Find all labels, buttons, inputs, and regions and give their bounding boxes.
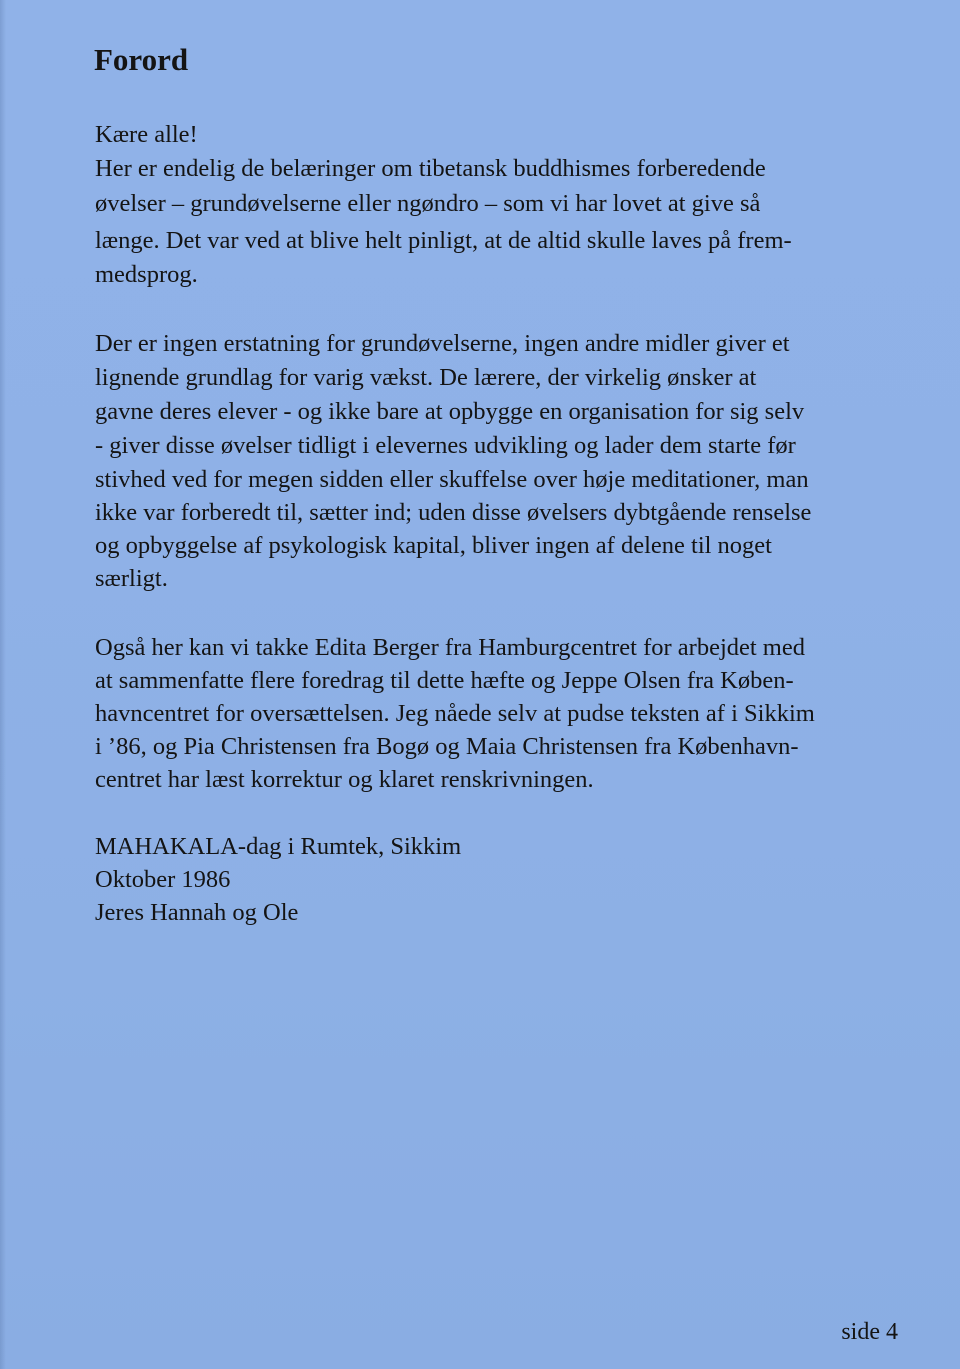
text-line: at sammenfatte flere foredrag til dette hæfte og Jeppe Olsen fra Køben- <box>95 667 794 694</box>
text-line: gavne deres elever - og ikke bare at opbygge en organisation for sig selv <box>95 398 805 425</box>
signature-date: Oktober 1986 <box>95 866 231 893</box>
signature-names: Jeres Hannah og Ole <box>95 899 299 926</box>
text-line: Også her kan vi takke Edita Berger fra Hamburgcentret for arbejdet med <box>95 634 805 661</box>
text-line: Der er ingen erstatning for grundøvelserne, ingen andre midler giver et <box>95 330 790 357</box>
signature-place: MAHAKALA-dag i Rumtek, Sikkim <box>95 833 462 860</box>
text-line: stivhed ved for megen sidden eller skuffelse over høje meditationer, man <box>95 466 809 493</box>
page-edge-shadow <box>0 0 6 1369</box>
text-line: længe. Det var ved at blive helt pinligt, at de altid skulle laves på frem- <box>95 227 792 254</box>
text-line: ikke var forberedt til, sætter ind; uden disse øvelsers dybtgående renselse <box>95 499 812 526</box>
text-line: - giver disse øvelser tidligt i elevernes udvikling og lader dem starte før <box>95 432 796 459</box>
text-line: medsprog. <box>95 261 198 288</box>
text-line: og opbyggelse af psykologisk kapital, bliver ingen af delene til noget <box>95 532 772 559</box>
text-line: havncentret for oversættelsen. Jeg nåede selv at pudse teksten af i Sikkim <box>95 700 815 727</box>
text-line: lignende grundlag for varig vækst. De lærere, der virkelig ønsker at <box>95 364 757 391</box>
text-line: øvelser – grundøvelserne eller ngøndro – som vi har lovet at give så <box>95 190 761 217</box>
text-line: Her er endelig de belæringer om tibetansk buddhismes forberedende <box>95 155 766 182</box>
page-number: side 4 <box>841 1319 898 1345</box>
text-line: Kære alle! <box>95 121 198 148</box>
page-title: Forord <box>94 42 189 77</box>
text-line: centret har læst korrektur og klaret renskrivningen. <box>95 766 594 793</box>
text-line: i ’86, og Pia Christensen fra Bogø og Maia Christensen fra København- <box>95 733 799 760</box>
text-line: særligt. <box>95 565 168 592</box>
